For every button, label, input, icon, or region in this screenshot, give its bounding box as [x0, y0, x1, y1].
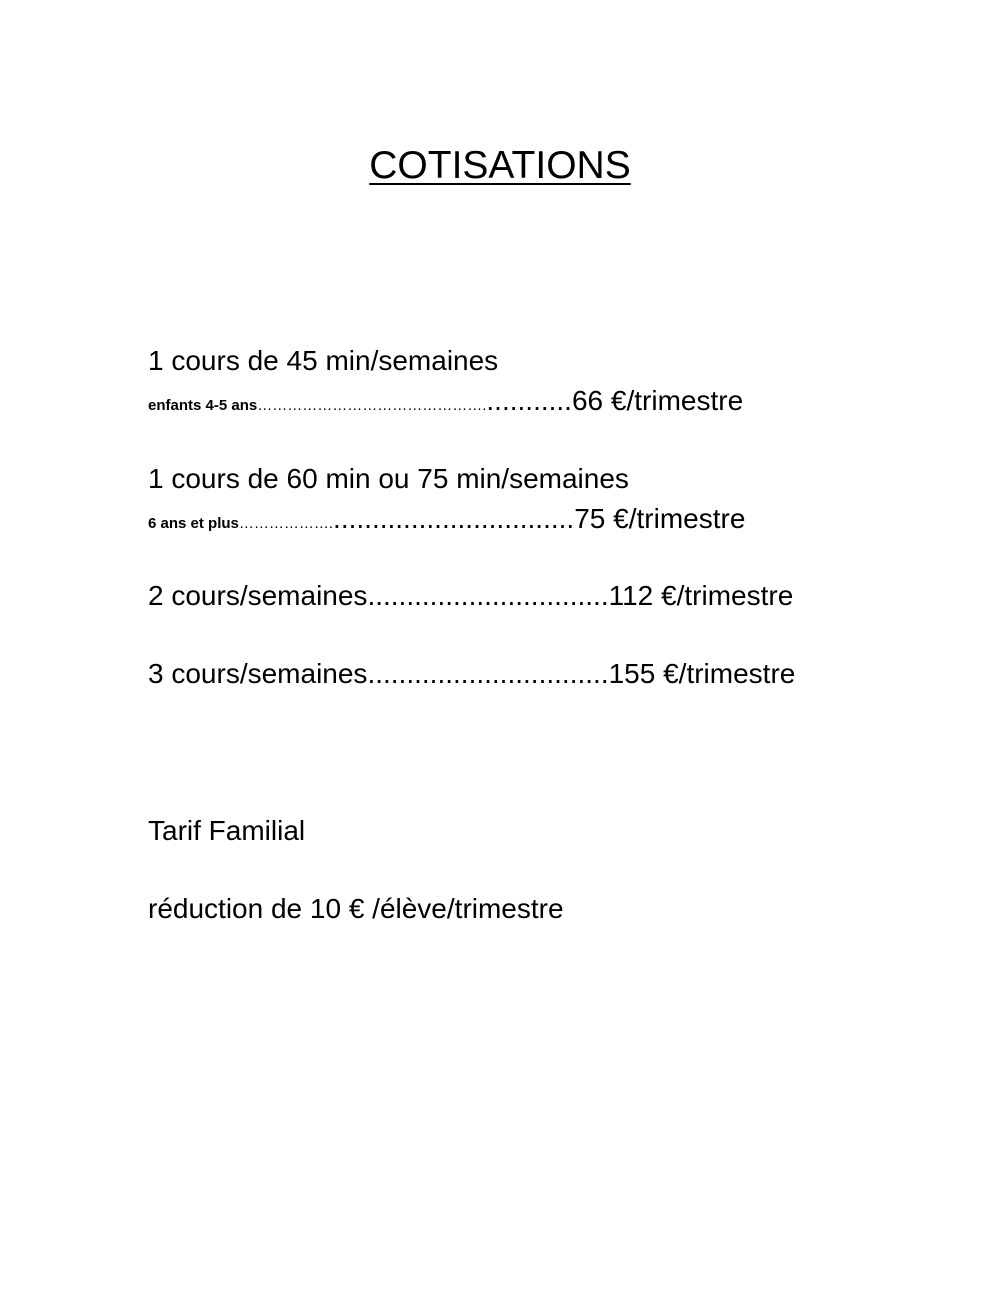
price-row-45min — [148, 384, 743, 423]
leader-dots-small: ………………. — [238, 515, 334, 532]
family-rate-heading: Tarif Familial — [148, 815, 306, 846]
price: 155 €/trimestre — [608, 658, 796, 689]
item-heading-60-75min: 1 cours de 60 min ou 75 min/semaines — [148, 463, 629, 494]
leader-dots: ........... — [486, 385, 572, 416]
price-row-3-courses — [148, 657, 795, 691]
item-label: 2 cours/semaines — [148, 580, 368, 611]
item-label: 3 cours/semaines — [148, 658, 368, 689]
item-heading-45min: 1 cours de 45 min/semaines — [148, 345, 499, 376]
page-title: COTISATIONS — [369, 144, 631, 187]
price-row-2-courses — [148, 579, 793, 613]
family-rate-text: réduction de 10 € /élève/trimestre — [148, 893, 564, 924]
detail-label: 6 ans et plus — [148, 515, 239, 532]
leader-dots: ............................... — [367, 658, 609, 689]
leader-dots-small: ………………………………………. — [257, 397, 487, 414]
price: 66 €/trimestre — [571, 385, 744, 416]
detail-label: enfants 4-5 ans — [148, 397, 258, 414]
leader-dots: ............................... — [367, 580, 609, 611]
price: 75 €/trimestre — [574, 503, 746, 534]
price-row-60-75min — [148, 502, 745, 541]
leader-dots: ............................... — [333, 503, 575, 534]
price: 112 €/trimestre — [608, 580, 794, 611]
